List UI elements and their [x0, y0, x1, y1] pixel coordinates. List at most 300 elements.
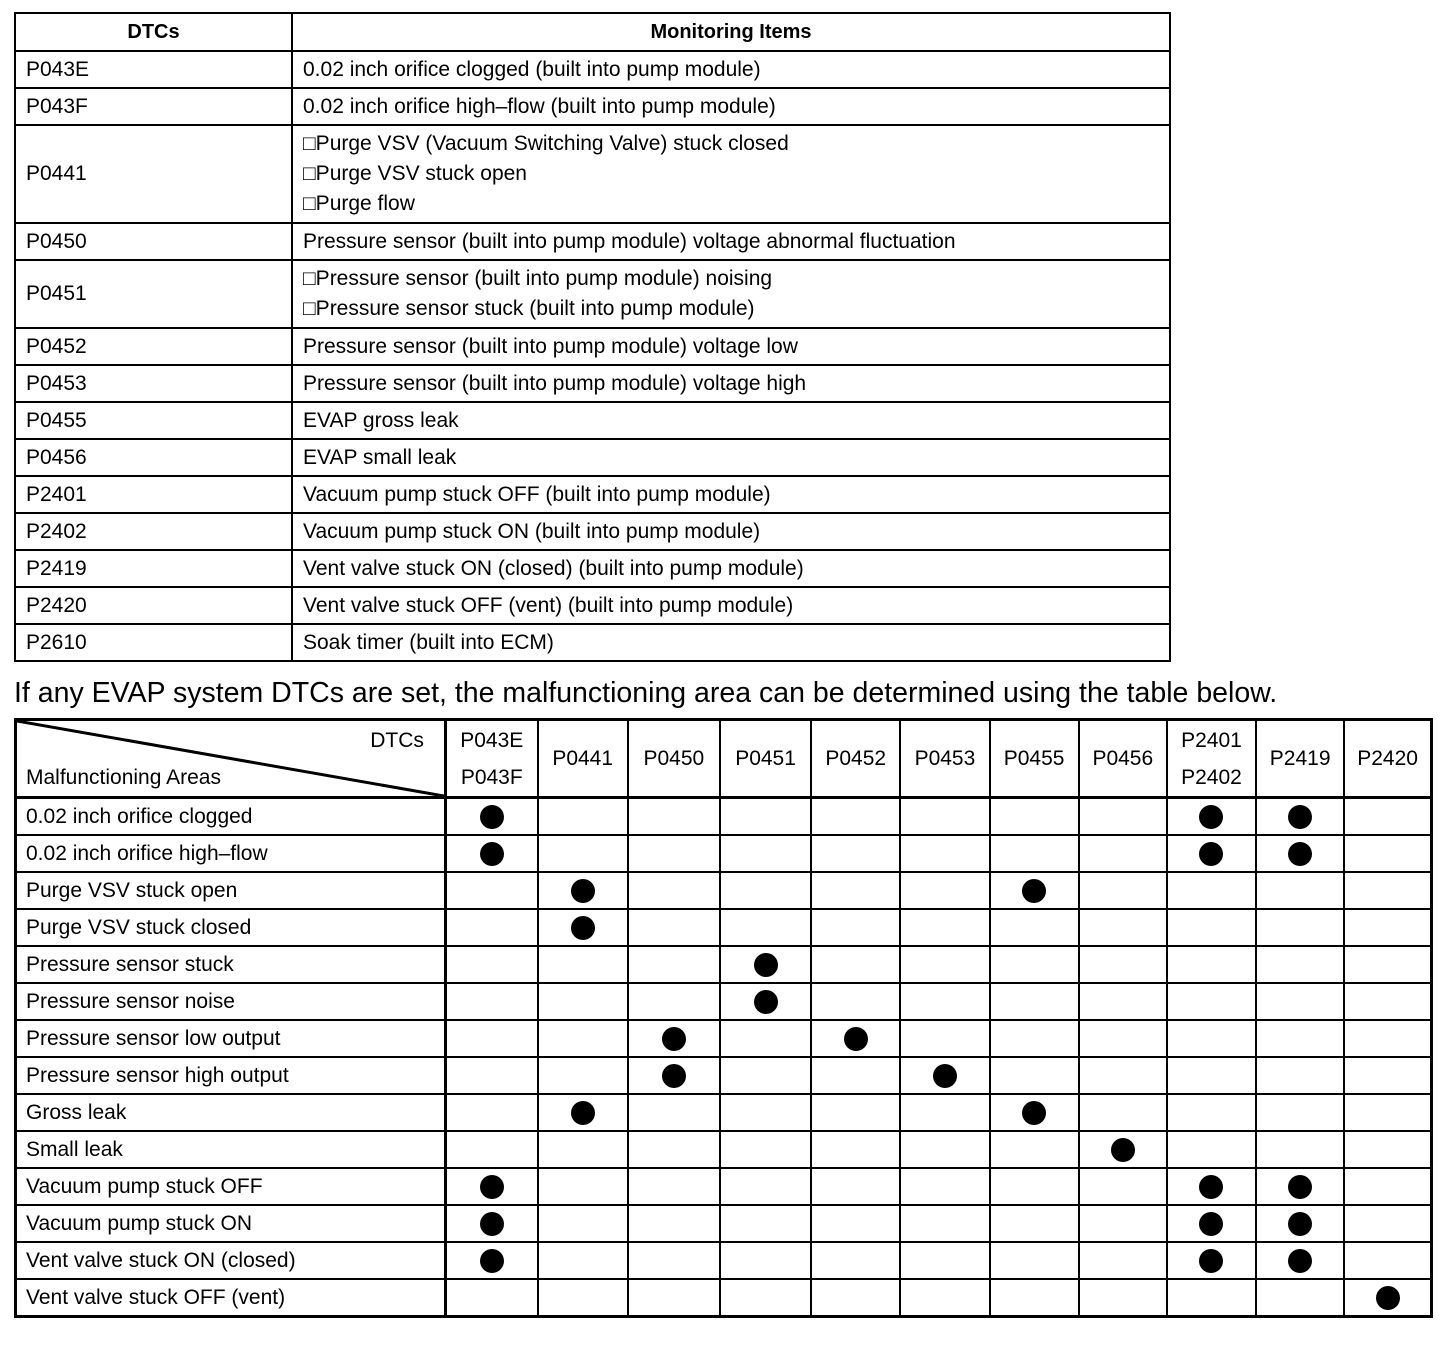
matrix-dtc-code: P0453: [914, 747, 976, 770]
matrix-cell: [445, 1057, 537, 1094]
matrix-cell: [811, 983, 900, 1020]
applicable-dot-icon: [1199, 842, 1223, 866]
dtc-monitoring-body: [15, 51, 1170, 661]
matrix-cell: [628, 1131, 720, 1168]
malfunction-area-label: Vent valve stuck ON (closed): [16, 1242, 446, 1279]
matrix-cell: [1256, 1057, 1344, 1094]
matrix-cell: [1344, 1057, 1431, 1094]
matrix-row: [16, 946, 1432, 983]
matrix-cell: [990, 1020, 1079, 1057]
matrix-cell: [628, 1057, 720, 1094]
monitoring-item: Pressure sensor (built into pump module) voltage high: [303, 371, 807, 395]
matrix-cell: [1256, 1020, 1344, 1057]
matrix-cell: [811, 1242, 900, 1279]
matrix-cell: [1079, 1279, 1167, 1317]
matrix-cell: [1256, 1094, 1344, 1131]
matrix-cell: [811, 909, 900, 946]
applicable-dot-icon: [1199, 805, 1223, 829]
corner-areas-label: Malfunctioning Areas: [26, 766, 221, 789]
dtc-code: P2420: [15, 587, 292, 624]
matrix-dtc-code: P0455: [1003, 747, 1065, 770]
matrix-dtc-column-header: [990, 720, 1079, 798]
matrix-cell: [1167, 1168, 1256, 1205]
monitoring-items-cell: [292, 223, 1170, 260]
matrix-cell: [628, 798, 720, 836]
matrix-cell: [720, 1279, 811, 1317]
matrix-cell: [1344, 946, 1431, 983]
matrix-dtc-code: P0456: [1092, 747, 1154, 770]
applicable-dot-icon: [480, 1175, 504, 1199]
matrix-cell: [1079, 1057, 1167, 1094]
matrix-cell: [1256, 1131, 1344, 1168]
malfunction-area-label: Pressure sensor stuck: [16, 946, 446, 983]
matrix-cell: [811, 1131, 900, 1168]
monitoring-item: 0.02 inch orifice high–flow (built into pump module): [303, 94, 776, 118]
applicable-dot-icon: [933, 1064, 957, 1088]
matrix-cell: [1079, 1242, 1167, 1279]
matrix-cell: [900, 1020, 989, 1057]
matrix-cell: [990, 872, 1079, 909]
dtc-row: [15, 88, 1170, 125]
matrix-cell: [1167, 872, 1256, 909]
malfunction-area-label: Pressure sensor low output: [16, 1020, 446, 1057]
matrix-cell: [811, 872, 900, 909]
matrix-dtc-column-header: [1256, 720, 1344, 798]
matrix-cell: [900, 1205, 989, 1242]
dtc-code: P0441: [15, 125, 292, 223]
matrix-cell: [1344, 1131, 1431, 1168]
matrix-cell: [1256, 1279, 1344, 1317]
matrix-row: [16, 1205, 1432, 1242]
matrix-cell: [628, 1094, 720, 1131]
matrix-cell: [1167, 1020, 1256, 1057]
matrix-cell: [720, 1020, 811, 1057]
matrix-cell: [1167, 1094, 1256, 1131]
monitoring-items-cell: [292, 439, 1170, 476]
matrix-dtc-column-header: [445, 720, 537, 798]
monitoring-item: 0.02 inch orifice clogged (built into pump module): [303, 57, 761, 81]
matrix-cell: [900, 909, 989, 946]
monitoring-items-cell: [292, 125, 1170, 223]
matrix-cell: [990, 983, 1079, 1020]
matrix-cell: [990, 1057, 1079, 1094]
applicable-dot-icon: [571, 916, 595, 940]
matrix-row: [16, 909, 1432, 946]
matrix-cell: [445, 1279, 537, 1317]
applicable-dot-icon: [1288, 1175, 1312, 1199]
applicable-dot-icon: [1111, 1138, 1135, 1162]
matrix-cell: [628, 872, 720, 909]
matrix-row: [16, 1279, 1432, 1317]
matrix-cell: [1256, 909, 1344, 946]
matrix-cell: [445, 1205, 537, 1242]
applicable-dot-icon: [662, 1027, 686, 1051]
matrix-cell: [445, 872, 537, 909]
dtc-row: [15, 328, 1170, 365]
matrix-cell: [900, 1279, 989, 1317]
matrix-cell: [1079, 1205, 1167, 1242]
matrix-cell: [900, 835, 989, 872]
applicable-dot-icon: [1288, 805, 1312, 829]
matrix-cell: [1256, 1205, 1344, 1242]
matrix-dtc-column-header: [1344, 720, 1431, 798]
matrix-dtc-code: P0452: [825, 747, 887, 770]
matrix-cell: [1079, 909, 1167, 946]
applicable-dot-icon: [480, 1249, 504, 1273]
applicable-dot-icon: [1199, 1175, 1223, 1199]
dtc-code: P0453: [15, 365, 292, 402]
matrix-dtc-column-header: [900, 720, 989, 798]
matrix-cell: [445, 1020, 537, 1057]
matrix-cell: [900, 946, 989, 983]
malfunction-area-label: Vent valve stuck OFF (vent): [16, 1279, 446, 1317]
matrix-cell: [538, 983, 628, 1020]
dtc-code: P0455: [15, 402, 292, 439]
matrix-cell: [538, 1131, 628, 1168]
dtc-code: P2401: [15, 476, 292, 513]
dtc-code: P0451: [15, 260, 292, 328]
monitoring-items-cell: [292, 513, 1170, 550]
matrix-cell: [811, 946, 900, 983]
malfunction-area-label: Gross leak: [16, 1094, 446, 1131]
dtc-code: P0450: [15, 223, 292, 260]
matrix-cell: [990, 1094, 1079, 1131]
matrix-cell: [720, 1131, 811, 1168]
matrix-cell: [811, 1020, 900, 1057]
matrix-cell: [811, 798, 900, 836]
dtc-row: [15, 365, 1170, 402]
applicable-dot-icon: [844, 1027, 868, 1051]
matrix-dtc-column-header: [1167, 720, 1256, 798]
matrix-cell: [990, 1131, 1079, 1168]
monitoring-item: Vacuum pump stuck OFF (built into pump module): [303, 482, 771, 506]
matrix-cell: [720, 1168, 811, 1205]
matrix-cell: [1344, 835, 1431, 872]
dtc-row: [15, 513, 1170, 550]
matrix-cell: [538, 798, 628, 836]
matrix-cell: [1167, 983, 1256, 1020]
dtc-code: P2419: [15, 550, 292, 587]
monitoring-items-cell: [292, 260, 1170, 328]
matrix-cell: [538, 1168, 628, 1205]
malfunction-area-matrix: [14, 718, 1433, 1318]
matrix-dtc-code: P043F: [460, 765, 523, 789]
matrix-cell: [900, 1168, 989, 1205]
matrix-cell: [1167, 835, 1256, 872]
malfunction-area-label: Purge VSV stuck open: [16, 872, 446, 909]
matrix-dtc-code: P0451: [735, 747, 796, 770]
monitoring-item: EVAP gross leak: [303, 408, 459, 432]
matrix-cell: [1344, 1020, 1431, 1057]
matrix-dtc-code: P0450: [643, 747, 705, 770]
matrix-cell: [628, 1242, 720, 1279]
matrix-dtc-column-header: [720, 720, 811, 798]
matrix-cell: [720, 1205, 811, 1242]
matrix-dtc-code: P2401: [1181, 728, 1242, 752]
monitoring-item: □Pressure sensor stuck (built into pump module): [303, 297, 755, 320]
matrix-cell: [538, 1094, 628, 1131]
applicable-dot-icon: [480, 1212, 504, 1236]
malfunction-area-label: Small leak: [16, 1131, 446, 1168]
monitoring-item: Pressure sensor (built into pump module) voltage abnormal fluctuation: [303, 229, 956, 253]
matrix-cell: [990, 946, 1079, 983]
dtc-row: [15, 624, 1170, 661]
matrix-cell: [720, 1094, 811, 1131]
matrix-cell: [628, 909, 720, 946]
matrix-cell: [1344, 798, 1431, 836]
malfunction-area-label: Pressure sensor noise: [16, 983, 446, 1020]
matrix-cell: [445, 1094, 537, 1131]
dtc-row: [15, 402, 1170, 439]
matrix-cell: [628, 1205, 720, 1242]
matrix-cell: [1167, 1057, 1256, 1094]
monitoring-item: □Pressure sensor (built into pump module) noising: [303, 267, 773, 290]
matrix-cell: [628, 1168, 720, 1205]
monitoring-item: □Purge flow: [303, 192, 415, 215]
matrix-dtc-column-header: [628, 720, 720, 798]
matrix-cell: [1256, 1242, 1344, 1279]
matrix-cell: [1167, 1242, 1256, 1279]
matrix-cell: [990, 798, 1079, 836]
matrix-cell: [538, 946, 628, 983]
matrix-cell: [1167, 798, 1256, 836]
matrix-cell: [1256, 798, 1344, 836]
dtc-row: [15, 439, 1170, 476]
dtcs-column-header: DTCs: [15, 13, 292, 51]
matrix-cell: [990, 909, 1079, 946]
matrix-cell: [628, 1020, 720, 1057]
dtc-row: [15, 223, 1170, 260]
matrix-cell: [1256, 983, 1344, 1020]
monitoring-items-cell: [292, 587, 1170, 624]
monitoring-item: EVAP small leak: [303, 445, 457, 469]
matrix-cell: [1079, 1131, 1167, 1168]
applicable-dot-icon: [754, 953, 778, 977]
matrix-row: [16, 1131, 1432, 1168]
dtc-code: P0452: [15, 328, 292, 365]
matrix-dtc-column-header: [1079, 720, 1167, 798]
malfunction-area-label: Purge VSV stuck closed: [16, 909, 446, 946]
applicable-dot-icon: [1199, 1249, 1223, 1273]
matrix-dtc-code: P0441: [552, 747, 614, 770]
dtc-row: [15, 476, 1170, 513]
matrix-cell: [1079, 872, 1167, 909]
monitoring-item: Soak timer (built into ECM): [303, 630, 554, 654]
applicable-dot-icon: [1199, 1212, 1223, 1236]
matrix-cell: [900, 1094, 989, 1131]
applicable-dot-icon: [1376, 1286, 1400, 1310]
matrix-cell: [1256, 872, 1344, 909]
matrix-cell: [1167, 909, 1256, 946]
matrix-cell: [538, 835, 628, 872]
matrix-cell: [1167, 946, 1256, 983]
matrix-cell: [990, 835, 1079, 872]
malfunction-area-label: Vacuum pump stuck ON: [16, 1205, 446, 1242]
applicable-dot-icon: [480, 842, 504, 866]
matrix-cell: [1344, 1279, 1431, 1317]
matrix-cell: [1344, 1205, 1431, 1242]
matrix-dtc-column-header: [538, 720, 628, 798]
matrix-cell: [720, 909, 811, 946]
matrix-cell: [1079, 1094, 1167, 1131]
monitoring-item: Vacuum pump stuck ON (built into pump module): [303, 519, 761, 543]
monitoring-items-cell: [292, 402, 1170, 439]
corner-dtcs-label: DTCs: [370, 729, 424, 752]
matrix-cell: [538, 1279, 628, 1317]
matrix-cell: [811, 1057, 900, 1094]
matrix-cell: [538, 1020, 628, 1057]
dtc-monitoring-table: [14, 12, 1171, 662]
matrix-cell: [720, 872, 811, 909]
applicable-dot-icon: [1288, 1212, 1312, 1236]
matrix-cell: [445, 1242, 537, 1279]
matrix-dtc-code: P2402: [1181, 765, 1242, 789]
matrix-cell: [445, 835, 537, 872]
matrix-row: [16, 1242, 1432, 1279]
matrix-cell: [720, 798, 811, 836]
matrix-cell: [1344, 983, 1431, 1020]
matrix-cell: [445, 1131, 537, 1168]
applicable-dot-icon: [754, 990, 778, 1014]
dtc-row: [15, 260, 1170, 328]
matrix-cell: [900, 1057, 989, 1094]
matrix-cell: [811, 835, 900, 872]
applicable-dot-icon: [1022, 1101, 1046, 1125]
applicable-dot-icon: [662, 1064, 686, 1088]
matrix-cell: [538, 909, 628, 946]
applicable-dot-icon: [1288, 842, 1312, 866]
matrix-cell: [1079, 798, 1167, 836]
dtc-code: P2610: [15, 624, 292, 661]
matrix-cell: [538, 872, 628, 909]
malfunction-area-label: 0.02 inch orifice high–flow: [16, 835, 446, 872]
matrix-cell: [1344, 872, 1431, 909]
matrix-cell: [1344, 1094, 1431, 1131]
matrix-corner-header: [16, 720, 446, 798]
matrix-row: [16, 983, 1432, 1020]
monitoring-items-cell: [292, 365, 1170, 402]
matrix-intro-text: If any EVAP system DTCs are set, the malfunctioning area can be determined using the table below.: [14, 677, 1278, 709]
malfunction-area-label: Pressure sensor high output: [16, 1057, 446, 1094]
matrix-cell: [720, 835, 811, 872]
matrix-cell: [538, 1205, 628, 1242]
monitoring-item: □Purge VSV (Vacuum Switching Valve) stuck closed: [303, 132, 789, 155]
dtc-monitoring-header-row: [15, 13, 1170, 51]
monitoring-items-cell: [292, 476, 1170, 513]
matrix-cell: [445, 798, 537, 836]
matrix-cell: [1167, 1131, 1256, 1168]
matrix-cell: [445, 909, 537, 946]
monitoring-items-cell: [292, 51, 1170, 88]
matrix-cell: [1344, 1168, 1431, 1205]
matrix-cell: [1079, 1168, 1167, 1205]
dtc-code: P0456: [15, 439, 292, 476]
dtc-row: [15, 587, 1170, 624]
matrix-row: [16, 872, 1432, 909]
dtc-code: P043F: [15, 88, 292, 125]
matrix-dtc-code: P2419: [1269, 747, 1331, 770]
matrix-cell: [1344, 909, 1431, 946]
monitoring-item: Vent valve stuck OFF (vent) (built into pump module): [303, 593, 794, 617]
matrix-cell: [1079, 1020, 1167, 1057]
matrix-cell: [1167, 1205, 1256, 1242]
dtc-row: [15, 125, 1170, 223]
matrix-cell: [445, 983, 537, 1020]
matrix-dtc-code: P2420: [1357, 747, 1418, 770]
matrix-cell: [628, 1279, 720, 1317]
dtc-code: P043E: [15, 51, 292, 88]
matrix-cell: [1079, 835, 1167, 872]
matrix-cell: [1344, 1242, 1431, 1279]
applicable-dot-icon: [571, 879, 595, 903]
matrix-cell: [900, 872, 989, 909]
matrix-row: [16, 1168, 1432, 1205]
matrix-cell: [720, 983, 811, 1020]
matrix-header-row: [16, 720, 1432, 798]
matrix-row: [16, 835, 1432, 872]
matrix-cell: [720, 1057, 811, 1094]
matrix-dtc-column-header: [811, 720, 900, 798]
matrix-row: [16, 1057, 1432, 1094]
applicable-dot-icon: [571, 1101, 595, 1125]
matrix-cell: [990, 1168, 1079, 1205]
monitoring-items-column-header: Monitoring Items: [292, 13, 1170, 51]
matrix-cell: [538, 1242, 628, 1279]
monitoring-items-cell: [292, 624, 1170, 661]
matrix-cell: [811, 1279, 900, 1317]
monitoring-item: Vent valve stuck ON (closed) (built into pump module): [303, 556, 804, 580]
monitoring-items-cell: [292, 550, 1170, 587]
monitoring-items-cell: [292, 88, 1170, 125]
monitoring-item: Pressure sensor (built into pump module) voltage low: [303, 334, 798, 358]
matrix-cell: [1079, 983, 1167, 1020]
matrix-dtc-code: P043E: [460, 728, 524, 752]
dtc-row: [15, 550, 1170, 587]
applicable-dot-icon: [1022, 879, 1046, 903]
dtc-code: P2402: [15, 513, 292, 550]
matrix-cell: [990, 1279, 1079, 1317]
matrix-cell: [811, 1168, 900, 1205]
matrix-cell: [900, 983, 989, 1020]
matrix-cell: [1167, 1279, 1256, 1317]
matrix-cell: [720, 946, 811, 983]
matrix-cell: [900, 1131, 989, 1168]
malfunction-area-label: Vacuum pump stuck OFF: [16, 1168, 446, 1205]
matrix-cell: [1079, 946, 1167, 983]
matrix-cell: [1256, 946, 1344, 983]
matrix-row: [16, 1094, 1432, 1131]
monitoring-items-cell: [292, 328, 1170, 365]
matrix-cell: [628, 983, 720, 1020]
matrix-cell: [628, 946, 720, 983]
matrix-cell: [1256, 835, 1344, 872]
matrix-cell: [445, 1168, 537, 1205]
matrix-cell: [1256, 1168, 1344, 1205]
matrix-cell: [445, 946, 537, 983]
matrix-cell: [990, 1205, 1079, 1242]
matrix-cell: [538, 1057, 628, 1094]
matrix-row: [16, 798, 1432, 836]
matrix-cell: [628, 835, 720, 872]
monitoring-item: □Purge VSV stuck open: [303, 162, 527, 185]
matrix-cell: [990, 1242, 1079, 1279]
matrix-cell: [900, 798, 989, 836]
matrix-body: [16, 798, 1432, 1317]
malfunction-area-label: 0.02 inch orifice clogged: [16, 798, 446, 836]
applicable-dot-icon: [480, 805, 504, 829]
dtc-row: [15, 51, 1170, 88]
matrix-cell: [811, 1205, 900, 1242]
